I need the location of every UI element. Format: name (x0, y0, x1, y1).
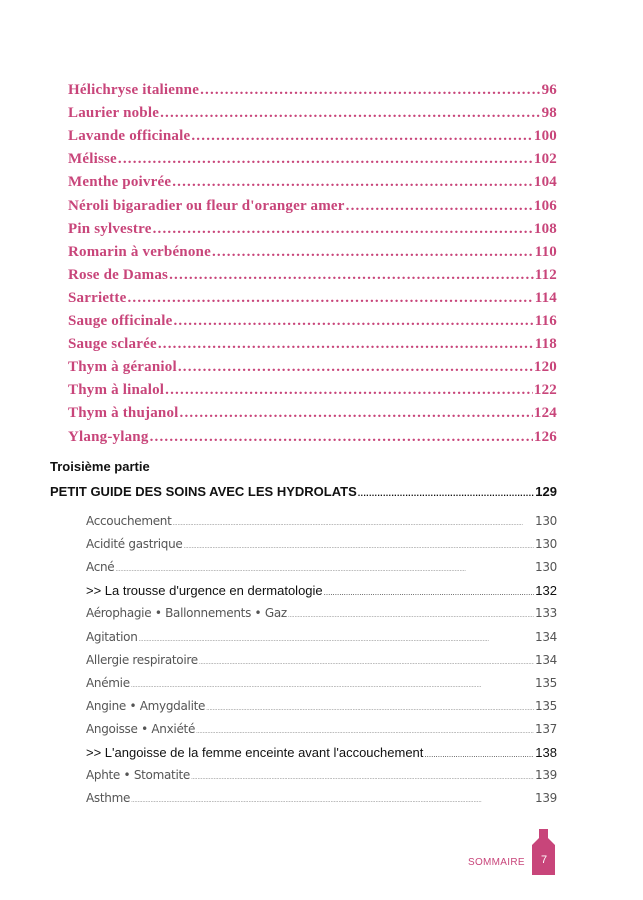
toc-entry[interactable] (86, 722, 557, 736)
dot-leader (191, 774, 534, 781)
entry-title: Angoisse • Anxiété (86, 721, 196, 736)
dot-leader (158, 336, 534, 353)
entry-page: 130 (534, 537, 557, 552)
toc-entry[interactable] (68, 151, 557, 168)
entry-page: 134 (534, 652, 557, 667)
dot-leader (131, 682, 534, 689)
toc-entry[interactable] (68, 128, 557, 145)
entry-title: Anémie (86, 675, 130, 690)
toc-entry[interactable] (86, 583, 557, 598)
entry-title: Agitation (86, 629, 138, 644)
toc-entry[interactable] (68, 429, 557, 446)
dot-leader (160, 105, 541, 122)
dot-leader (196, 728, 534, 735)
toc-entry[interactable] (68, 405, 557, 422)
dot-leader (173, 520, 534, 527)
toc-entry[interactable] (68, 105, 557, 122)
entry-title: Sauge officinale (68, 313, 173, 329)
entry-title: Pin sylvestre (68, 220, 152, 237)
entry-title: Angine • Amygdalite (86, 698, 206, 713)
entry-page: 130 (534, 560, 557, 575)
entry-page: 138 (535, 745, 557, 760)
entry-title: Menthe poivrée (68, 174, 172, 191)
entry-title: Asthme (86, 791, 131, 806)
entry-title: >> La trousse d'urgence en dermatologie (86, 583, 323, 599)
entry-page: 139 (534, 791, 557, 806)
dot-leader (288, 612, 534, 619)
toc-entry[interactable] (68, 244, 557, 261)
entry-title: Thym à linalol (68, 382, 165, 399)
toc-entry[interactable] (68, 290, 557, 307)
dot-leader (358, 488, 535, 498)
dot-leader (200, 82, 541, 99)
entry-page: 116 (534, 313, 557, 329)
entry-page: 139 (534, 768, 557, 783)
toc-entry[interactable] (68, 174, 557, 191)
entry-page: 108 (533, 220, 557, 237)
entry-page: 135 (534, 675, 557, 690)
entry-title: Sarriette (68, 289, 127, 306)
toc-entry[interactable] (68, 313, 557, 330)
dot-leader (346, 198, 533, 215)
toc-entry[interactable] (86, 630, 557, 644)
toc-entry[interactable] (68, 221, 557, 238)
dot-leader (173, 313, 533, 330)
entry-page: 98 (541, 105, 557, 122)
dot-leader (183, 543, 534, 550)
entry-title: Aérophagie • Ballonnements • Gaz (86, 606, 287, 621)
dot-leader (118, 151, 533, 168)
dot-leader (324, 588, 535, 597)
dot-leader (153, 221, 533, 238)
toc-entry[interactable] (68, 198, 557, 215)
toc-entry[interactable] (86, 745, 557, 760)
toc-entry[interactable] (86, 560, 557, 574)
entry-page: 129 (535, 484, 557, 499)
entry-page: 120 (533, 359, 557, 376)
dot-leader (212, 244, 534, 261)
entry-title: Aphte • Stomatite (86, 768, 190, 783)
dot-leader (115, 566, 534, 573)
entry-page: 104 (533, 174, 557, 191)
entry-page: 118 (534, 336, 557, 353)
entry-page: 122 (533, 382, 557, 399)
entry-page: 100 (533, 128, 557, 145)
entry-page: 114 (534, 289, 557, 306)
dot-leader (206, 705, 534, 712)
entry-page: 102 (533, 151, 557, 168)
entry-page: 126 (533, 428, 557, 445)
dot-leader (178, 359, 533, 376)
toc-entry[interactable] (68, 359, 557, 376)
toc-entry[interactable] (86, 514, 557, 528)
entry-title: Mélisse (68, 151, 117, 168)
toc-entry[interactable] (68, 382, 557, 399)
entry-page: 110 (534, 243, 557, 260)
part-label: Troisième partie (50, 459, 150, 474)
toc-entry[interactable] (86, 653, 557, 667)
entry-page: 124 (533, 405, 557, 422)
entry-title: Acné (86, 560, 115, 575)
entry-page: 132 (535, 583, 557, 599)
entry-page: 130 (534, 514, 557, 528)
toc-entry[interactable] (86, 676, 557, 690)
dot-leader (199, 659, 534, 666)
dot-leader (180, 405, 533, 422)
entry-page: 137 (534, 721, 557, 736)
entry-page: 96 (541, 82, 557, 98)
entry-title: Laurier noble (68, 105, 160, 122)
dot-leader (424, 750, 534, 759)
entry-title: Ylang-ylang (68, 428, 149, 445)
toc-entry[interactable] (68, 267, 557, 284)
dot-leader (172, 174, 533, 191)
entry-title: Allergie respiratoire (86, 652, 198, 667)
entry-title: Lavande officinale (68, 128, 191, 145)
entry-title: >> L'angoisse de la femme enceinte avant l'accouchement (86, 745, 424, 760)
footer-section-label: SOMMAIRE (468, 857, 525, 868)
entry-title: Acidité gastrique (86, 537, 183, 552)
dot-leader (191, 128, 533, 145)
entry-title: Néroli bigaradier ou fleur d'oranger amer (68, 197, 345, 214)
entry-page: 112 (534, 266, 557, 283)
entry-title: Hélichryse italienne (68, 82, 200, 98)
entry-title: Romarin à verbénone (68, 243, 211, 260)
dot-leader (127, 290, 533, 307)
dot-leader (169, 267, 534, 284)
entry-page: 134 (534, 629, 557, 644)
toc-entry[interactable] (86, 791, 557, 805)
toc-entry[interactable] (86, 537, 557, 551)
entry-title: Thym à thujanol (68, 405, 179, 422)
toc-entry-part-title[interactable] (50, 484, 557, 499)
toc-entry[interactable] (86, 768, 557, 782)
entry-title: Rose de Damas (68, 266, 169, 283)
toc-entry[interactable] (68, 82, 557, 99)
page-number: 7 (540, 854, 548, 866)
dot-leader (165, 382, 533, 399)
entry-title: PETIT GUIDE DES SOINS AVEC LES HYDROLATS (50, 484, 357, 499)
bottle-icon (529, 829, 558, 875)
toc-entry[interactable] (68, 336, 557, 353)
toc-entry[interactable] (86, 699, 557, 713)
dot-leader (131, 797, 534, 804)
toc-entry[interactable] (86, 606, 557, 620)
entry-title: Accouchement (86, 514, 172, 528)
entry-title: Sauge sclarée (68, 336, 157, 353)
entry-page: 133 (534, 606, 557, 621)
entry-title: Thym à géraniol (68, 359, 177, 376)
dot-leader (139, 636, 534, 643)
entry-page: 135 (534, 698, 557, 713)
entry-page: 106 (533, 197, 557, 214)
dot-leader (150, 429, 533, 446)
